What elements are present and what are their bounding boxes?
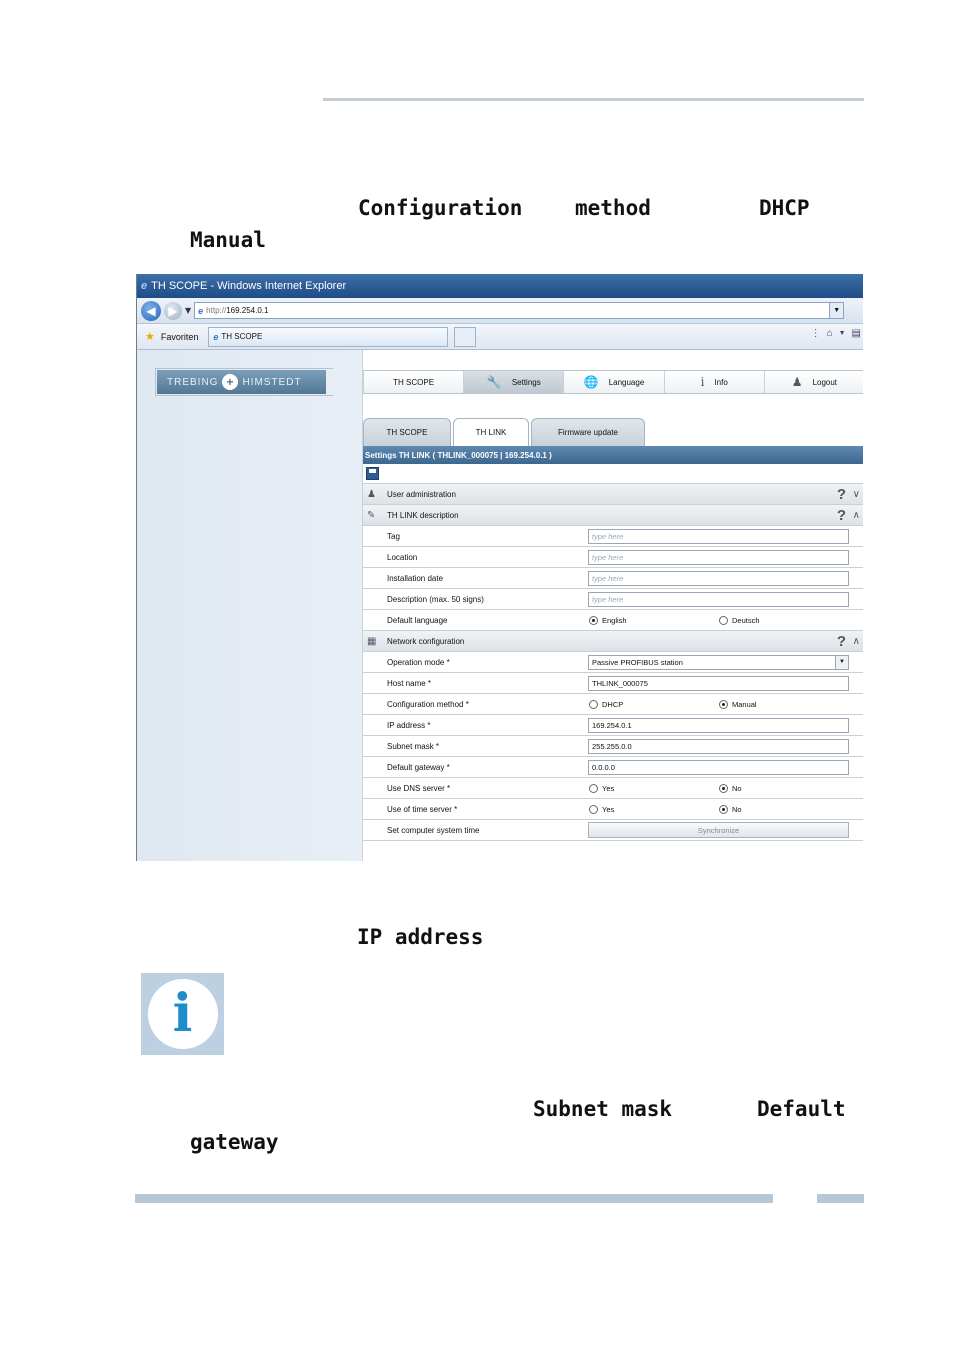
ip-address-input[interactable]: 169.254.0.1 [588, 718, 849, 733]
radio-dns-no[interactable] [719, 784, 742, 793]
row-install-date [363, 568, 863, 589]
home-icon[interactable]: ⌂ [826, 328, 833, 339]
row-tag [363, 526, 863, 547]
nav-label: Info [714, 377, 728, 387]
radio-dot [719, 784, 728, 793]
row-operation-mode [363, 652, 863, 673]
radio-english[interactable] [589, 616, 627, 625]
url-prefix: http:// [206, 306, 227, 315]
star-icon[interactable]: ★ [145, 331, 155, 343]
help-icon[interactable]: ? [836, 485, 846, 503]
chevron-down-icon[interactable]: ▼ [835, 656, 848, 669]
field-label: Default language [387, 615, 448, 625]
new-tab-button[interactable] [454, 327, 476, 347]
footer-rule-right [817, 1194, 864, 1203]
text-gateway: gateway [190, 1130, 279, 1154]
info-circle [148, 979, 218, 1049]
radio-dns-yes[interactable] [589, 784, 614, 793]
row-config-method [363, 694, 863, 715]
field-label: IP address * [387, 720, 431, 730]
radio-manual[interactable] [719, 700, 757, 709]
radio-dot [589, 784, 598, 793]
nav-language[interactable] [563, 371, 663, 393]
logo-plus: + [222, 374, 238, 390]
favorites-label[interactable]: Favoriten [160, 331, 199, 342]
back-icon[interactable]: ◀ [141, 301, 161, 321]
section-title: Network configuration [387, 636, 465, 646]
nav-label: Logout [812, 377, 838, 387]
subnet-mask-input[interactable]: 255.255.0.0 [588, 739, 849, 754]
wrench-icon: 🔧 [486, 375, 502, 389]
browser-title: TH SCOPE - Windows Internet Explorer [151, 280, 347, 292]
radio-dot [589, 616, 598, 625]
nav-label: Language [608, 377, 645, 387]
footer-rule [135, 1194, 773, 1203]
select-value: Passive PROFIBUS station [592, 657, 683, 667]
install-date-input[interactable]: type here [588, 571, 849, 586]
nav-th-scope[interactable] [363, 371, 463, 393]
logo-right: HIMSTEDT [242, 376, 302, 388]
toolbar [363, 464, 863, 484]
edit-icon: ✎ [367, 509, 376, 521]
globe-icon: 🌐 [583, 375, 599, 389]
radio-deutsch[interactable] [719, 616, 760, 625]
radio-dot [589, 805, 598, 814]
tag-input[interactable]: type here [588, 529, 849, 544]
text-ip-address: IP address [357, 925, 484, 949]
field-label: Set computer system time [387, 825, 480, 835]
description-input[interactable]: type here [588, 592, 849, 607]
text-subnet-mask: Subnet mask [533, 1097, 673, 1121]
field-label: Use of time server * [387, 804, 458, 814]
gateway-input[interactable]: 0.0.0.0 [588, 760, 849, 775]
field-label: Use DNS server * [387, 783, 451, 793]
browser-titlebar [137, 274, 863, 298]
radio-label: English [602, 615, 627, 625]
radio-label: Yes [602, 783, 615, 793]
address-bar [137, 298, 863, 324]
radio-time-yes[interactable] [589, 805, 614, 814]
radio-time-no[interactable] [719, 805, 742, 814]
row-subnet-mask [363, 736, 863, 757]
browser-screenshot [136, 274, 863, 861]
favorites-bar [137, 324, 863, 350]
row-description [363, 589, 863, 610]
radio-label: Yes [602, 804, 615, 814]
tab-th-link[interactable]: TH LINK [453, 418, 529, 446]
section-title: TH LINK description [387, 510, 459, 520]
row-language [363, 610, 863, 631]
nav-label: TH SCOPE [393, 377, 435, 387]
field-label: Subnet mask * [387, 741, 440, 751]
browser-tab[interactable] [208, 327, 448, 347]
logo-left: TREBING [167, 376, 219, 388]
text-dhcp: DHCP [759, 196, 810, 220]
separator-icon: ⋮ [810, 328, 821, 339]
row-dns [363, 778, 863, 799]
row-default-gateway [363, 757, 863, 778]
url-host: 169.254.0.1 [226, 306, 269, 315]
settings-tabs [363, 418, 645, 446]
field-label: Configuration method * [387, 699, 469, 709]
synchronize-button[interactable]: Synchronize [588, 822, 849, 838]
text-configuration: Configuration [358, 196, 523, 220]
field-label: Description (max. 50 signs) [387, 594, 484, 604]
save-icon[interactable] [366, 467, 379, 480]
field-label: Operation mode * [387, 657, 450, 667]
text-manual: Manual [190, 228, 266, 252]
row-host-name [363, 673, 863, 694]
row-location [363, 547, 863, 568]
radio-dot [589, 700, 598, 709]
help-icon[interactable]: ? [836, 632, 846, 650]
main-nav [363, 370, 863, 394]
tab-th-scope[interactable]: TH SCOPE [363, 418, 451, 446]
user-icon: ♟ [791, 375, 803, 389]
field-label: Location [387, 552, 418, 562]
radio-label: Deutsch [732, 615, 760, 625]
ie-logo-icon: e [141, 280, 148, 292]
radio-dhcp[interactable] [589, 700, 623, 709]
radio-label: DHCP [602, 699, 624, 709]
chevron-up-icon[interactable]: ∧ [852, 509, 860, 521]
panel-header: Settings TH LINK ( THLINK_000075 | 169.254.0.1 ) [363, 446, 863, 464]
info-icon: i [700, 375, 705, 389]
radio-dot [719, 805, 728, 814]
nav-info[interactable] [664, 371, 764, 393]
radio-dot [719, 616, 728, 625]
operation-mode-select[interactable] [588, 655, 849, 670]
feeds-icon[interactable]: ▤ [851, 328, 861, 339]
logo [157, 370, 326, 394]
browser-tab-title: TH SCOPE [221, 332, 263, 341]
row-ip-address [363, 715, 863, 736]
nav-logout[interactable] [764, 371, 863, 393]
row-system-time [363, 820, 863, 841]
host-name-input[interactable]: THLINK_000075 [588, 676, 849, 691]
chevron-down-icon[interactable]: ∨ [852, 488, 860, 500]
command-bar [811, 328, 861, 339]
network-icon: ▦ [367, 635, 377, 647]
left-column [137, 350, 363, 861]
history-dropdown-icon[interactable]: ▼ [185, 306, 192, 315]
radio-label: No [732, 804, 742, 814]
location-input[interactable]: type here [588, 550, 849, 565]
chevron-up-icon[interactable]: ∧ [852, 635, 860, 647]
section-title: User administration [387, 489, 456, 499]
radio-label: No [732, 783, 742, 793]
tab-page-icon: e [213, 331, 219, 342]
header-rule [323, 98, 864, 101]
field-label: Host name * [387, 678, 432, 688]
chevron-down-icon[interactable]: ▼ [829, 303, 843, 318]
forward-icon[interactable]: ▶ [164, 302, 182, 320]
user-icon: ♟ [367, 488, 376, 500]
page-icon: e [198, 305, 204, 316]
chevron-down-icon[interactable]: ▼ [838, 330, 846, 337]
section-user-admin[interactable] [363, 484, 863, 505]
help-icon[interactable]: ? [836, 506, 846, 524]
settings-panel [363, 446, 863, 841]
field-label: Tag [387, 531, 400, 541]
nav-settings[interactable] [463, 371, 563, 393]
radio-label: Manual [732, 699, 757, 709]
web-page [137, 350, 863, 861]
text-default: Default [757, 1097, 846, 1121]
info-note-box [141, 973, 224, 1055]
tab-firmware-update[interactable]: Firmware update [531, 418, 645, 446]
text-method: method [575, 196, 651, 220]
nav-label: Settings [511, 377, 541, 387]
field-label: Default gateway * [387, 762, 450, 772]
url-input[interactable] [194, 302, 844, 319]
row-time-server [363, 799, 863, 820]
info-icon: i [172, 983, 193, 1044]
section-network[interactable] [363, 631, 863, 652]
field-label: Installation date [387, 573, 444, 583]
section-description[interactable] [363, 505, 863, 526]
radio-dot [719, 700, 728, 709]
